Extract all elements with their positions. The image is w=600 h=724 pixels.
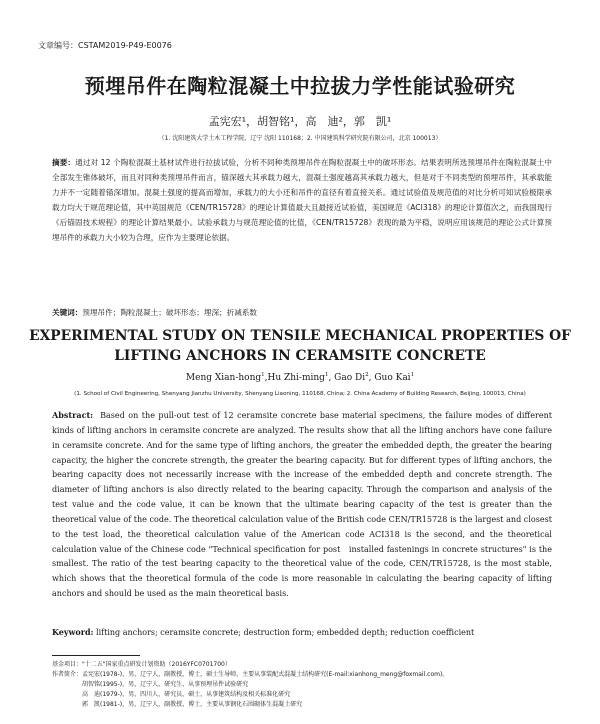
chinese-keywords: [52, 307, 552, 318]
english-keywords: [52, 627, 552, 637]
footnote-intro-label: 作者简介：: [52, 671, 83, 678]
author-2-sup: 1: [324, 372, 329, 378]
footnote-entry: 郭 凯(1981-)，男，辽宁人，副教授，博士，主要从事钢化石围砌体生混凝土研究: [82, 701, 303, 708]
english-title-line-2: LIFTING ANCHORS IN CERAMSITE CONCRETE: [114, 348, 486, 364]
footnote-entry-row: [52, 700, 552, 710]
footnote-author-intro: [52, 670, 552, 680]
english-authors: [0, 372, 600, 383]
footnote-fund: [52, 660, 552, 670]
english-abstract-label: Abstract:: [52, 410, 94, 420]
chinese-authors: 孟宪宏¹，胡智铭¹，高 迪²，郭 凯¹: [208, 115, 392, 128]
author-1: Meng Xian-hong: [185, 373, 262, 383]
author-3: , Gao Di: [328, 373, 366, 383]
english-affiliation: (1. School of Civil Engineering, Shenyang Jianzhu University, Shenyang Liaoning, 110168, China; 2. China Academy of Building Research, Beijing, 100013, China): [74, 391, 526, 397]
chinese-abstract: [52, 156, 552, 245]
author-3-sup: 2: [365, 372, 369, 378]
footnote-fund-label: 基金项目：: [52, 661, 83, 668]
chinese-keywords-label: 关键词：: [52, 308, 83, 317]
chinese-abstract-text: 通过对 12 个陶粒混凝土基材试件进行拉拔试验，分析不同种类预埋吊件在陶粒混凝土中的破坏形态。结果表明所选预埋吊件在陶粒混凝土中全部发生锥体破坏，而且对同种类预埋吊件而言，锚深越大其承载力越大，混凝土强度越高其承载力越大，但是对于不同类型的预埋吊件，其承载能力并不一定随着锚深增加。混凝土强度的提高而增加，承载力的大小还和吊件的直径有着直接关系。通过试验值及规范值的对比分析可知试验极限承载力均大于规范理论值，其中英国规范《CEN/TR15728》的理论计算值最大且最接近试验值，美国规范《ACI318》的理论计算值次之，而我国现行《后锚固技术规程》的理论计算结果最小。试验承载力与规范理论值的比值，《CEN/TR15728》表现的最为平稳，说明应用该规范的理论公式计算预埋吊件的承载力大小较为合理，应作为主要理论依据。: [52, 158, 553, 242]
author-2: ,Hu Zhi-ming: [264, 373, 325, 383]
footnote-fund-text: "十二五"国家重点研发计划资助（2016YFC0701700）: [82, 661, 231, 668]
footnote-entry: 高 迪(1979-)，男，四川人，研究员，硕士，从事建筑结构及相关标准化研究: [82, 691, 291, 698]
author-4-sup: 1: [410, 372, 415, 378]
footnote-entry: 孟宪宏(1978-)，男，辽宁人，副教授，博士，硕士生导师，主要从事装配式混凝土结构研究(E-mail:xianhong_meng@foxmail.com)。: [82, 671, 449, 678]
footnote-entry-row: [52, 680, 552, 690]
footnote-divider: [52, 655, 140, 656]
footnote-entry: 胡智铭(1995-)，男，辽宁人，研究生，从事预埋吊件试验研究: [82, 681, 249, 688]
english-title-line-1: EXPERIMENTAL STUDY ON TENSILE MECHANICAL PROPERTIES OF: [29, 328, 571, 344]
english-abstract-text: Based on the pull-out test of 12 ceramsite concrete base material specimens, the failure modes of different kinds of lifting anchors in ceramsite concrete are analyzed. The results show that all the lifting anchors have cone failure in ceramsite concrete. And for the same type of lifting anchors, the greater the embedded depth, the greater the bearing capacity, the higher the concrete strength, the greater the bearing capacity. But for different types of lifting anchors, the bearing capacity does not necessarily increase with the increase of the embedded depth and concrete strength. The diameter of lifting anchors is also directly related to the bearing capacity. Through the comparison and analysis of the test value and the code value, it can be known that the ultimate bearing capacity of the test is greater than the theoretical value of the code. The theoretical calculation value of the British code CEN/TR15728 is the largest and closest to the test load, the theoretical calculation value of the American code ACI318 is the second, and the theoretical calculation value of the Chinese code "Technical specification for post installed fastenings in concrete structures" is the smallest. The ratio of the test bearing capacity to the theoretical value of the code, CEN/TR15728, is the most stable, which shows that the theoretical formula of the code is more reasonable in calculating the bearing capacity of lifting anchors and should be used as the main theoretical basis.: [52, 411, 552, 599]
english-keywords-label: Keyword:: [52, 627, 94, 637]
chinese-abstract-label: 摘要：: [52, 158, 76, 167]
chinese-title: 预埋吊件在陶粒混凝土中拉拔力学性能试验研究: [84, 74, 516, 98]
english-title: [0, 326, 600, 366]
article-number: 文章编号：CSTAM2019-P49-E0076: [38, 41, 172, 50]
footnote-entry-row: [52, 690, 552, 700]
english-abstract: [52, 408, 552, 602]
author-1-sup: 1: [261, 372, 265, 378]
english-keywords-text: lifting anchors; ceramsite concrete; destruction form; embedded depth; reduction coefficient: [96, 628, 475, 637]
author-4: , Guo Kai: [368, 373, 411, 383]
chinese-keywords-text: 预埋吊件；陶粒混凝土；破坏形态；埋深；折减系数: [82, 308, 258, 317]
chinese-affiliation: （1. 沈阳建筑大学土木工程学院，辽宁 沈阳 110168；2. 中国建筑科学研究院有限公司，北京 100013）: [158, 135, 442, 142]
